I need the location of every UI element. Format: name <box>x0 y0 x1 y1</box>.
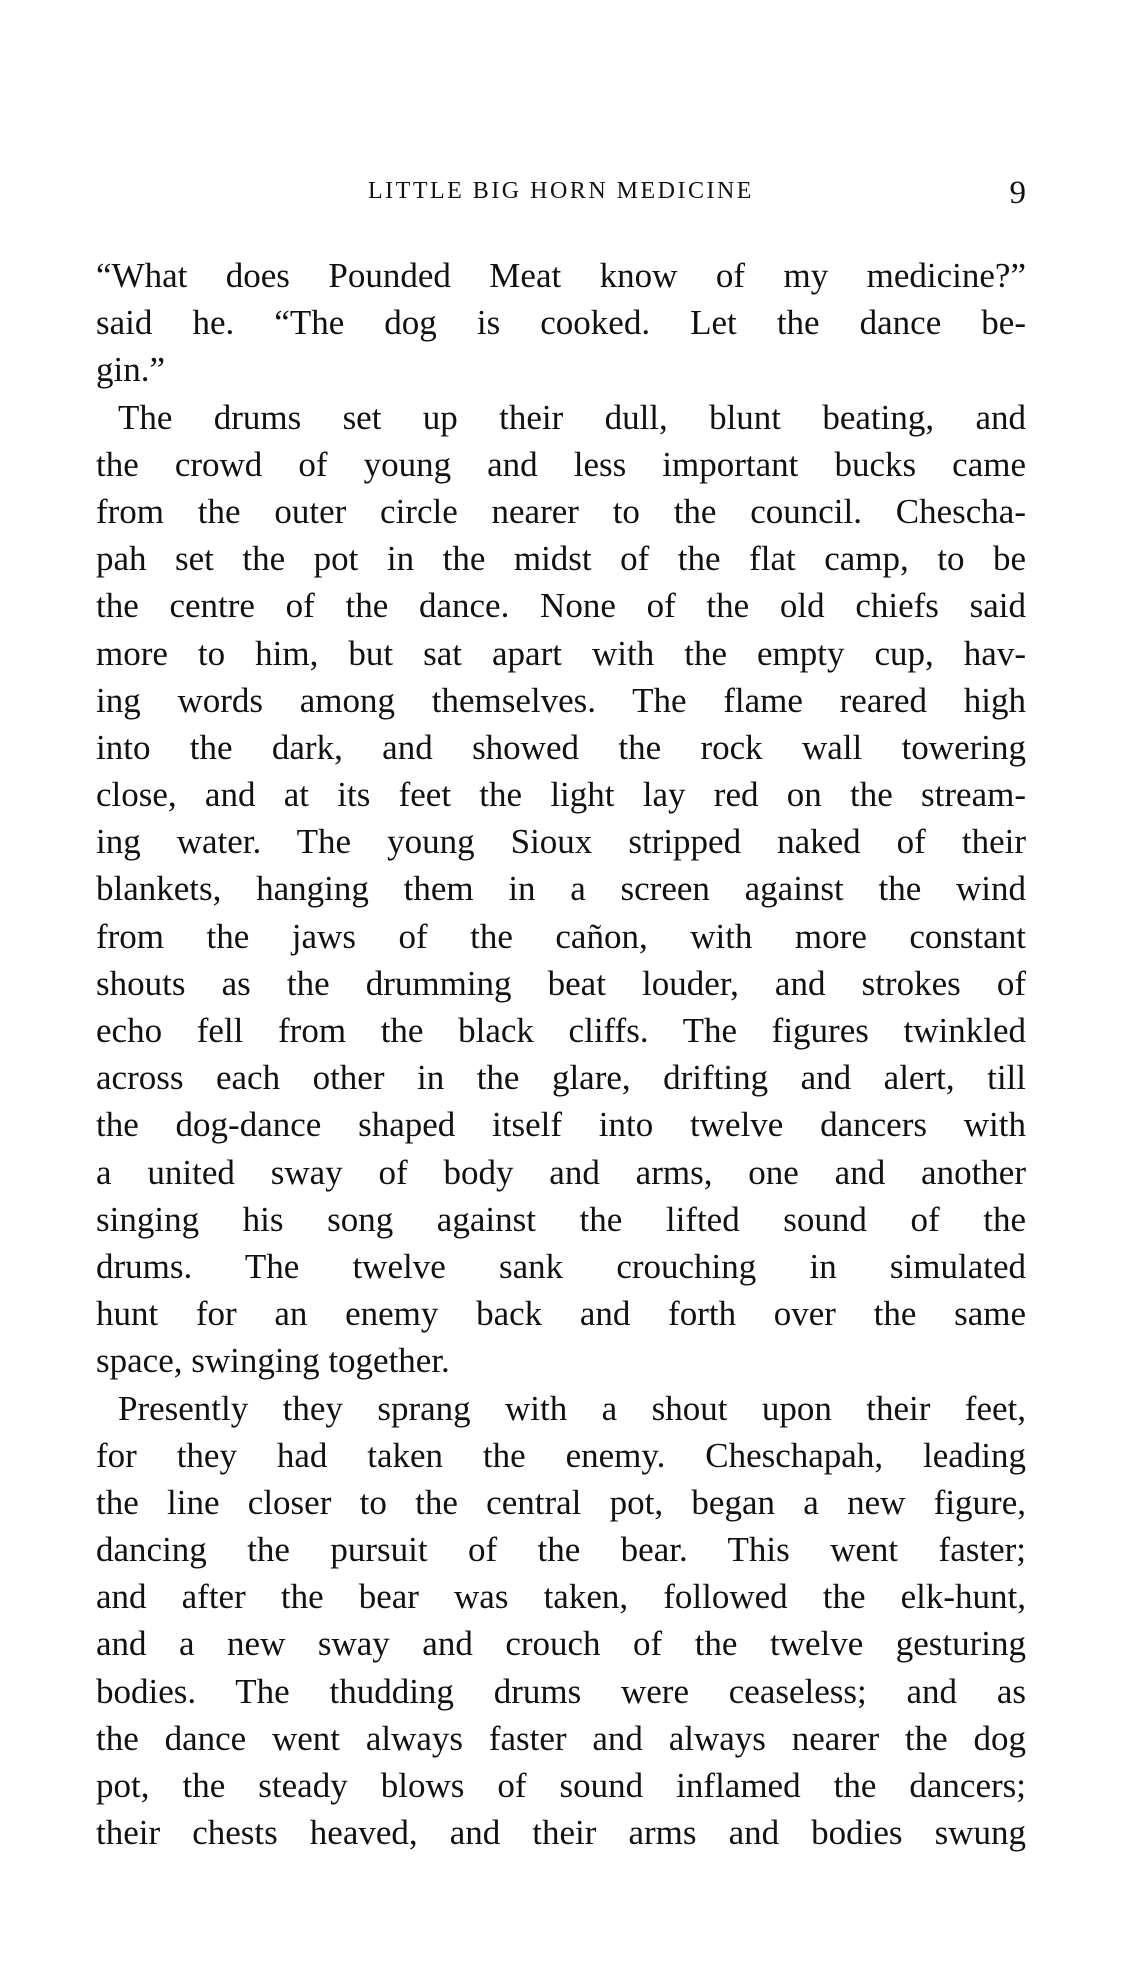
text-line: their chests heaved, and their arms and bodies swung <box>96 1813 1026 1853</box>
text-line: blankets, hanging them in a screen against the wind <box>96 869 1026 909</box>
text-line: and a new sway and crouch of the twelve gesturing <box>96 1624 1026 1664</box>
text-line: pah set the pot in the midst of the flat camp, to be <box>96 539 1026 579</box>
text-line: bodies. The thudding drums were ceaseless; and as <box>96 1671 1026 1711</box>
text-line: hunt for an enemy back and forth over the same <box>96 1294 1026 1334</box>
text-line: the dog-dance shaped itself into twelve dancers with <box>96 1105 1026 1145</box>
text-line: space, swinging together. <box>96 1341 450 1381</box>
text-line: for they had taken the enemy. Cheschapah, leading <box>96 1435 1026 1475</box>
text-line: ing words among themselves. The flame reared high <box>96 680 1026 720</box>
text-line: the line closer to the central pot, began a new figure, <box>96 1482 1026 1522</box>
text-line: The drums set up their dull, blunt beating, and <box>118 397 1026 437</box>
text-line: Presently they sprang with a shout upon their feet, <box>118 1388 1026 1428</box>
text-line: from the jaws of the cañon, with more constant <box>96 916 1026 956</box>
page-header <box>96 175 1026 218</box>
text-line: echo fell from the black cliffs. The figures twinkled <box>96 1011 1026 1050</box>
text-line: dancing the pursuit of the bear. This went faster; <box>96 1530 1026 1570</box>
text-line: gin.” <box>96 350 166 390</box>
text-line: pot, the steady blows of sound inflamed the dancers; <box>96 1766 1026 1805</box>
text-line: close, and at its feet the light lay red on the stream- <box>96 775 1026 815</box>
text-line: said he. “The dog is cooked. Let the dance be- <box>96 303 1026 343</box>
running-title: LITTLE BIG HORN MEDICINE <box>368 178 754 204</box>
text-line: drums. The twelve sank crouching in simulated <box>96 1246 1026 1286</box>
text-line: singing his song against the lifted sound of the <box>96 1199 1026 1239</box>
text-line: a united sway of body and arms, one and another <box>96 1152 1026 1192</box>
body-text <box>96 252 1026 1856</box>
text-line: across each other in the glare, drifting and alert, till <box>96 1058 1026 1098</box>
text-line: more to him, but sat apart with the empty cup, hav- <box>96 633 1026 673</box>
text-line: the crowd of young and less important bucks came <box>96 444 1026 484</box>
text-line: shouts as the drumming beat louder, and strokes of <box>96 963 1026 1003</box>
text-line: into the dark, and showed the rock wall towering <box>96 727 1026 767</box>
text-line: the centre of the dance. None of the old chiefs said <box>96 586 1026 626</box>
text-line: ing water. The young Sioux stripped naked of their <box>96 822 1026 862</box>
text-line: and after the bear was taken, followed the elk-hunt, <box>96 1577 1026 1617</box>
text-line: “What does Pounded Meat know of my medicine?” <box>96 256 1026 295</box>
text-line: the dance went always faster and always nearer the dog <box>96 1718 1026 1758</box>
text-line: from the outer circle nearer to the council. Chescha- <box>96 491 1026 531</box>
page-number: 9 <box>1009 175 1026 211</box>
